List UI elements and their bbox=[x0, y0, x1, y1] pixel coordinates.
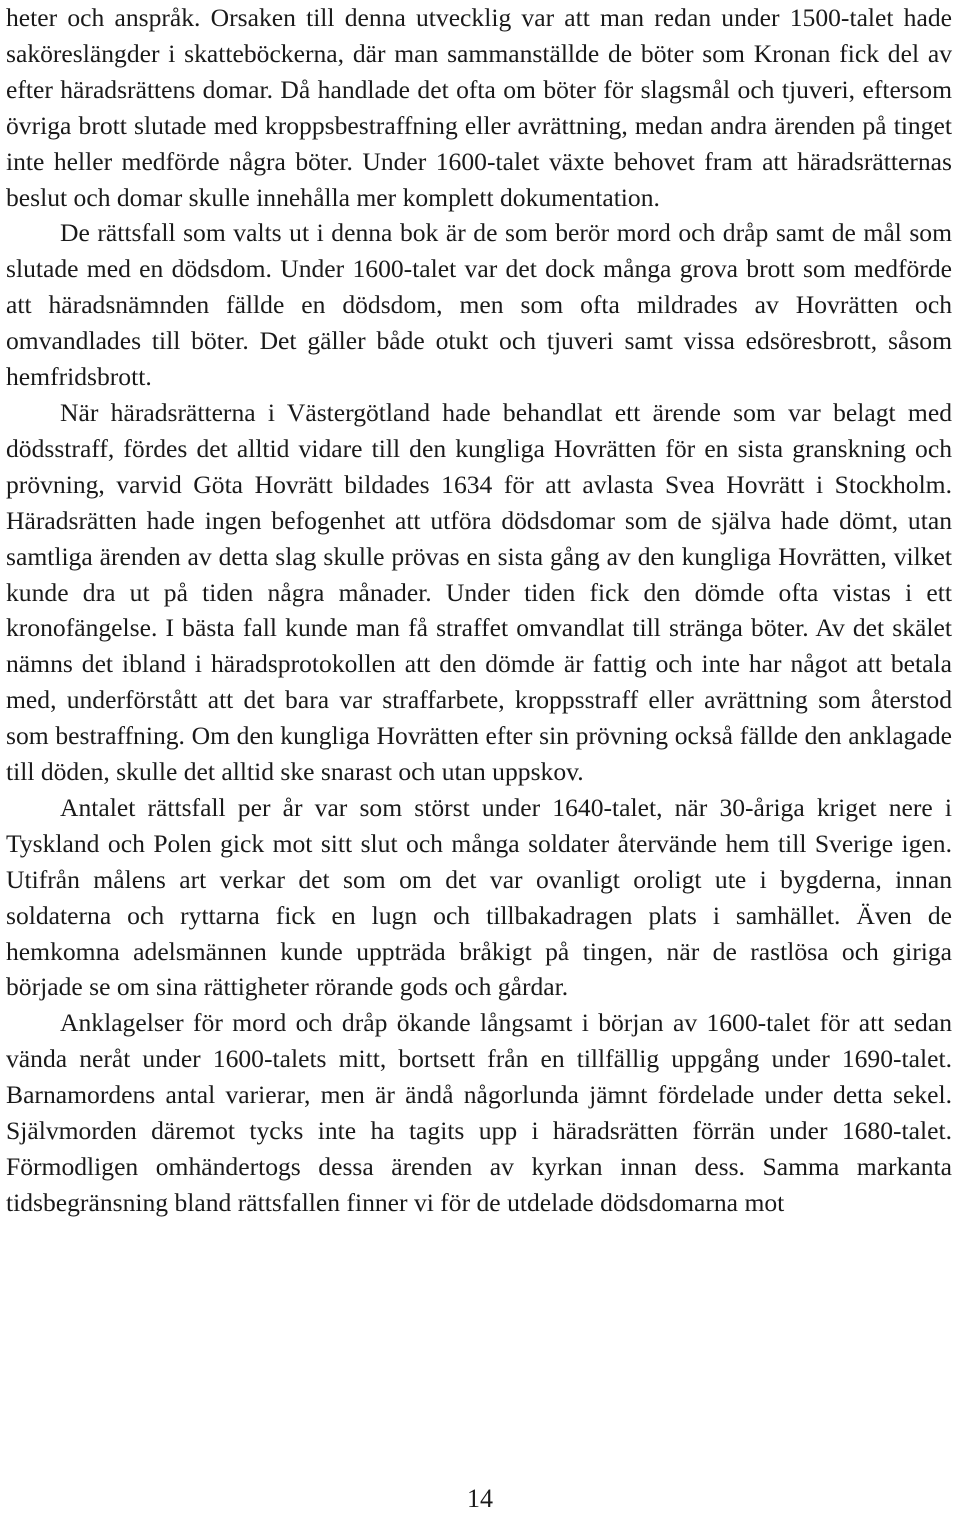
paragraph: Antalet rättsfall per år var som störst under 1640-talet, när 30-åriga kriget nere i Tyskland och Polen gick mot sitt slut och många soldater återvände hem till Sverige igen. Utifrån målens art verkar det som om det var ovanligt oroligt ute i bygderna, innan soldaterna och ryttarna fick en lugn och tillbakadragen plats i samhället. Även de hemkomna adelsmännen kunde uppträda bråkigt på tingen, när de rastlösa och giriga började se om sina rättigheter rörande gods och gårdar. bbox=[6, 792, 952, 1002]
page-number: 14 bbox=[467, 1484, 493, 1513]
document-page bbox=[6, 0, 952, 1221]
paragraph: Anklagelser för mord och dråp ökande långsamt i början av 1600-talet för att sedan vända neråt under 1600-talets mitt, bortsett från en tillfällig uppgång under 1690-talet. Barnamordens antal varierar, men är ändå någorlunda jämnt fördelade under detta sekel. Självmorden däremot tycks inte ha tagits upp i häradsrätten förrän under 1680-talet. Förmodligen omhändertogs dessa ärenden av kyrkan innan dess. Samma markanta tidsbegränsning bland rättsfallen finner vi för de utdelade dödsdomarna mot bbox=[6, 1008, 952, 1217]
paragraph: När häradsrätterna i Västergötland hade behandlat ett ärende som var belagt med dödsstraff, fördes det alltid vidare till den kungliga Hovrätten för en sista granskning och prövning, varvid Göta Hovrätt bildades 1634 för att avlasta Svea Hovrätt i Stockholm. Häradsrätten hade ingen befogenhet att utföra dödsdomar som de själva hade dömt, utan samtliga ärenden av detta slag skulle prövas en sista gång av den kungliga Hovrätten, vilket kunde dra ut på tiden några månader. Under tiden fick den dömde ofta vistas i ett kronofängelse. I bästa fall kunde man få straffet omvandlat till stränga böter. Av det skälet nämns det ibland i häradsprotokollen att den dömde är fattig och inte har något att betala med, underförstått att det bara var straffarbete, kroppsstraff eller avrättning som återstod som bestraffning. Om den kungliga Hovrätten efter sin prövning också fällde den anklagade till döden, skulle det alltid ske snarast och utan uppskov. bbox=[6, 397, 952, 787]
paragraph: De rättsfall som valts ut i denna bok är de som berör mord och dråp samt de mål som slutade med en dödsdom. Under 1600-talet var det dock många grova brott som medförde att häradsnämnden fällde en dödsdom, men som ofta mildrades av Hovrätten och omvandlades till böter. Det gäller både otukt och tjuveri samt vissa edsöresbrott, såsom hemfridsbrott. bbox=[6, 218, 952, 392]
paragraph-continuation: heter och anspråk. Orsaken till denna utvecklig var att man redan under 1500-talet hade saköreslängder i skatteböckerna, där man sammanställde de böter som Kronan fick del av efter häradsrättens domar. Då handlade det ofta om böter för slagsmål och tjuveri, eftersom övriga brott slutade med kroppsbestraffning eller avrättning, medan andra ärenden på tinget inte heller medförde några böter. Under 1600-talet växte behovet fram att häradsrätternas beslut och domar skulle innehålla mer komplett dokumentation. bbox=[6, 3, 952, 212]
